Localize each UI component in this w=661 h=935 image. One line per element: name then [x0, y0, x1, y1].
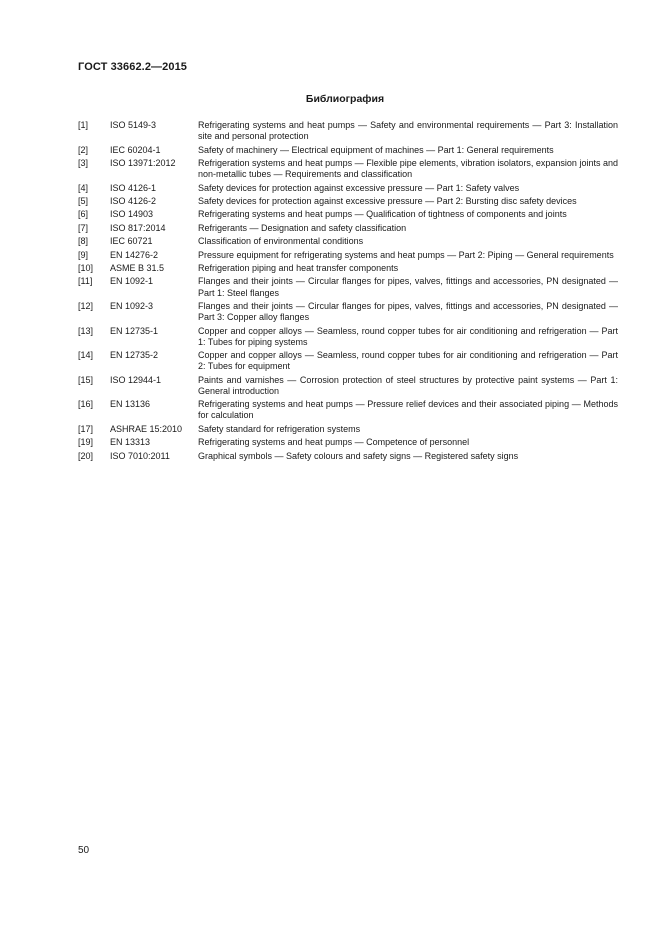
bibliography-item	[78, 183, 618, 194]
bibliography-item	[78, 437, 618, 448]
ref-code: ASHRAE 15:2010	[110, 423, 183, 434]
ref-number: [17]	[78, 423, 94, 434]
bibliography-item	[78, 263, 618, 274]
bibliography-item	[78, 451, 618, 462]
ref-code: EN 14276-2	[110, 249, 159, 260]
ref-title: Safety devices for protection against excessive pressure — Part 2: Bursting disc safety devices	[198, 195, 577, 206]
bibliography-item	[78, 250, 618, 261]
bibliography-item	[78, 223, 618, 234]
ref-title: Paints and varnishes — Corrosion protection of steel structures by protective paint systems — Part 1: General introduction	[198, 374, 618, 396]
bibliography-item	[78, 375, 618, 397]
ref-number: [2]	[78, 144, 89, 155]
ref-title: Safety of machinery — Electrical equipment of machines — Part 1: General requirements	[198, 144, 554, 155]
ref-code: IEC 60204-1	[110, 144, 161, 155]
bibliography-item	[78, 399, 618, 421]
bibliography-item	[78, 301, 618, 323]
ref-code: ISO 817:2014	[110, 222, 166, 233]
ref-number: [11]	[78, 276, 93, 287]
ref-code: ISO 12944-1	[110, 374, 162, 385]
ref-title: Safety standard for refrigeration systems	[198, 423, 361, 434]
bibliography-item	[78, 424, 618, 435]
ref-number: [7]	[78, 222, 89, 233]
ref-number: [5]	[78, 195, 89, 206]
bibliography-item	[78, 196, 618, 207]
ref-title: Refrigerating systems and heat pumps — Safety and environmental requirements — Part 3: Installation site and personal protection	[198, 120, 618, 142]
bibliography-title: Библиография	[305, 93, 385, 105]
bibliography-item	[78, 276, 618, 298]
bibliography-item	[78, 120, 618, 142]
ref-number: [15]	[78, 374, 94, 385]
ref-title: Refrigeration systems and heat pumps — Flexible pipe elements, vibration isolators, expansion joints and non-metallic tubes — Requirements and classification	[198, 157, 618, 180]
ref-code: EN 13136	[110, 399, 151, 410]
ref-number: [9]	[78, 249, 89, 260]
ref-code: EN 1092-1	[110, 276, 154, 287]
ref-code: ISO 13971:2012	[110, 157, 176, 168]
ref-title: Flanges and their joints — Circular flanges for pipes, valves, fittings and accessories, PN designated — Part 1: Steel flanges	[198, 276, 618, 298]
ref-title: Pressure equipment for refrigerating systems and heat pumps — Part 2: Piping — General requirements	[198, 249, 614, 260]
bibliography-item	[78, 158, 618, 180]
bibliography-list	[78, 120, 618, 464]
ref-number: [20]	[78, 450, 94, 461]
ref-code: EN 12735-1	[110, 325, 159, 336]
document-id: ГОСТ 33662.2—2015	[78, 61, 188, 73]
page-number: 50	[78, 845, 90, 856]
ref-number: [12]	[78, 300, 94, 311]
ref-title: Refrigerating systems and heat pumps — Competence of personnel	[198, 437, 470, 448]
ref-number: [8]	[78, 236, 89, 247]
ref-code: IEC 60721	[110, 236, 153, 247]
ref-title: Refrigerating systems and heat pumps — Pressure relief devices and their associated piping — Methods for calculation	[198, 399, 618, 421]
ref-title: Flanges and their joints — Circular flanges for pipes, valves, fittings and accessories, PN designated — Part 3: Copper alloy flanges	[198, 300, 618, 323]
ref-number: [3]	[78, 157, 89, 168]
bibliography-item	[78, 236, 618, 247]
ref-number: [19]	[78, 437, 94, 448]
bibliography-item	[78, 326, 618, 348]
ref-title: Safety devices for protection against excessive pressure — Part 1: Safety valves	[198, 182, 520, 193]
ref-code: ISO 5149-3	[110, 120, 157, 130]
ref-code: ISO 7010:2011	[110, 450, 170, 461]
ref-code: ISO 4126-1	[110, 182, 157, 193]
ref-title: Refrigeration piping and heat transfer components	[198, 262, 399, 273]
ref-title: Copper and copper alloys — Seamless, round copper tubes for air conditioning and refrigeration — Part 1: Tubes for piping systems	[198, 325, 618, 347]
ref-title: Refrigerants — Designation and safety classification	[198, 222, 407, 233]
ref-code: EN 12735-2	[110, 350, 159, 361]
ref-number: [13]	[78, 325, 94, 336]
ref-number: [10]	[78, 262, 94, 273]
ref-title: Graphical symbols — Safety colours and safety signs — Registered safety signs	[198, 450, 519, 461]
bibliography-item	[78, 145, 618, 156]
bibliography-item	[78, 209, 618, 220]
ref-number: [4]	[78, 182, 89, 193]
ref-title: Refrigerating systems and heat pumps — Qualification of tightness of components and joints	[198, 209, 567, 220]
ref-title: Classification of environmental conditions	[198, 236, 364, 247]
ref-code: ISO 4126-2	[110, 195, 157, 206]
ref-number: [16]	[78, 399, 94, 410]
ref-code: ASME B 31.5	[110, 262, 165, 273]
ref-number: [6]	[78, 209, 89, 220]
ref-code: EN 1092-3	[110, 300, 154, 311]
ref-code: EN 13313	[110, 437, 151, 448]
ref-number: [1]	[78, 120, 89, 130]
bibliography-item	[78, 350, 618, 372]
ref-number: [14]	[78, 350, 94, 361]
ref-title: Copper and copper alloys — Seamless, round copper tubes for air conditioning and refrigeration — Part 2: Tubes for equipment	[198, 350, 618, 372]
ref-code: ISO 14903	[110, 209, 154, 220]
